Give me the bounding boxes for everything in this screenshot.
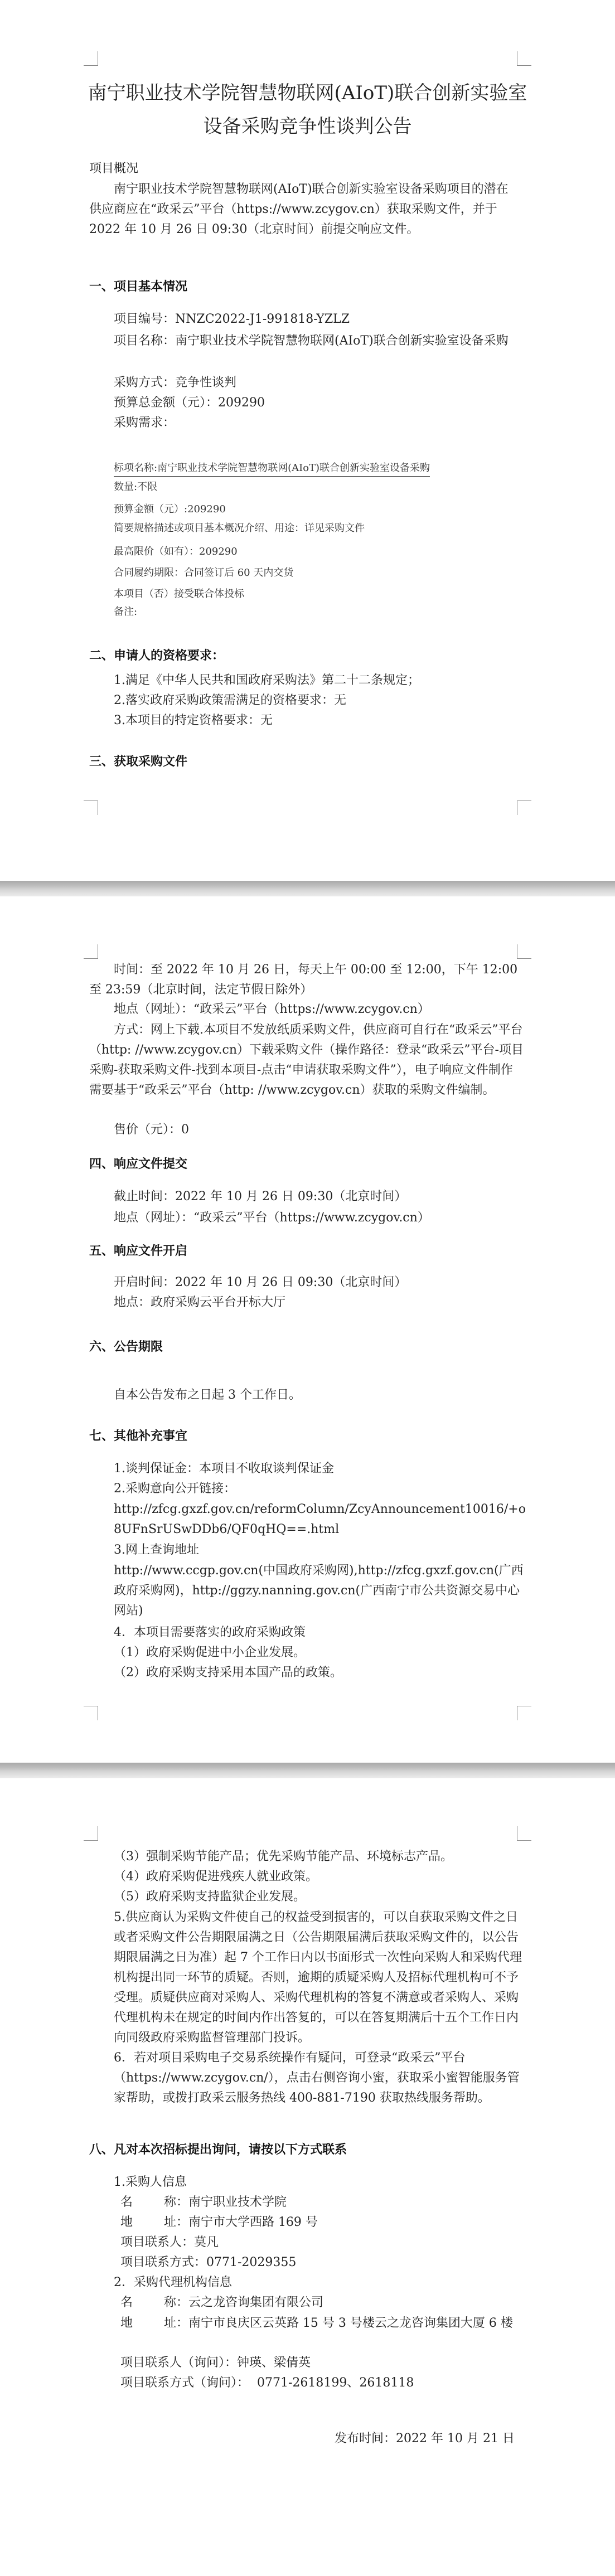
document-page-1 — [0, 0, 615, 881]
page-corner-mark — [517, 1706, 531, 1720]
agency-contact: 项目联系人（询问）：钟瑛、梁倩英 — [120, 2356, 311, 2370]
budget-total: 预算总金额（元）：209290 — [114, 396, 265, 410]
submit-place: 地点（网址）：“政采云”平台（https://www.zcygov.cn） — [114, 1211, 430, 1225]
section-7-heading: 七、其他补充事宜 — [89, 1429, 188, 1443]
procurement-demand-label: 采购需求： — [114, 416, 176, 430]
other-item-3: 3.网上查询地址 — [114, 1543, 199, 1557]
submit-deadline: 截止时间：2022 年 10 月 26 日 09:30（北京时间） — [114, 1190, 407, 1204]
notice-title-line-2: 设备采购竞争性谈判公告 — [203, 115, 412, 138]
agency-phone: 项目联系方式（询问）： 0771-2618199、2618118 — [120, 2376, 414, 2390]
other-item-2: 2.采购意向公开链接： — [114, 1482, 236, 1496]
get-docs-time: 时间：至 2022 年 10 月 26 日，每天上午 00:00 至 12:00，下午 12:00 至 23:59（北京时间，法定节假日除外） — [89, 963, 518, 997]
page-corner-mark — [517, 944, 531, 959]
lot-max-price: 最高限价（如有）：209290 — [114, 546, 238, 557]
section-5-heading: 五、响应文件开启 — [89, 1244, 188, 1258]
document-page-3 — [0, 1778, 615, 2576]
other-item-5-challenge: 5.供应商认为采购文件使自己的权益受到损害的，可以自获取采购文件之日或者采购文件公告期限届满之日（公告期限届满后获取采购文件的，以公告期限届满之日为准）起 7 个工作日内以书面形式一次性向采购人和采购代理机构提出同一环节的质疑。否则，逾期的质疑采购人及招标代理机构可不予受理。质疑供应商对采购人、采购代理机构的答复不满意或者采购人、采购代理机构未在规定的时间内作出答复的，可以在答复期满后十五个工作日内向同级政府采购监督管理部门投诉。 — [114, 1910, 522, 2045]
overview-heading: 项目概况 — [89, 162, 139, 176]
agency-info-heading: 2．采购代理机构信息 — [114, 2276, 232, 2289]
project-name: 项目名称：南宁职业技术学院智慧物联网(AIoT)联合创新实验室设备采购 — [114, 334, 509, 348]
page-corner-mark — [84, 944, 98, 959]
lot-quantity: 数量:不限 — [114, 481, 158, 493]
notice-title-line-1: 南宁职业技术学院智慧物联网(AIoT)联合创新实验室 — [88, 82, 527, 104]
document-page-2 — [0, 896, 615, 1763]
procurement-method: 采购方式：竞争性谈判 — [114, 376, 237, 390]
lot-budget: 预算金额（元）:209290 — [114, 503, 226, 515]
requirement-3: 3.本项目的特定资格要求：无 — [114, 714, 273, 727]
open-place: 地点：政府采购云平台开标大厅 — [114, 1296, 286, 1309]
other-item-1: 1.谈判保证金：本项目不收取谈判保证金 — [114, 1462, 334, 1476]
page-corner-mark — [517, 801, 531, 815]
other-item-4: 4．本项目需要落实的政府采购政策 — [114, 1626, 306, 1639]
requirement-2: 2.落实政府采购政策需满足的资格要求：无 — [114, 693, 346, 707]
notice-period: 自本公告发布之日起 3 个工作日。 — [114, 1388, 301, 1402]
remark-label: 备注: — [114, 606, 138, 618]
page-separator — [0, 881, 615, 896]
section-3-heading: 三、获取采购文件 — [89, 755, 188, 769]
document-price: 售价（元）：0 — [114, 1123, 189, 1137]
policy-item-5: （5）政府采购支持监狱企业发展。 — [114, 1890, 306, 1904]
consortium-note: 本项目（否）接受联合体投标 — [114, 588, 244, 600]
purchaser-info-heading: 1.采购人信息 — [114, 2175, 187, 2189]
get-docs-method: 方式：网上下载.本项目不发放纸质采购文件，供应商可自行在“政采云”平台（http: //www.zcygov.cn）下载采购文件（操作路径：登录“政采云”平台-项目采购-获取采购文件-找到本项目-点击“申请获取采购文件”），电子响应文件制作需要基于“政采云”平台（http: //www.zcygov.cn）获取的采购文件编制。 — [89, 1023, 524, 1097]
query-address-links[interactable]: http://www.ccgp.gov.cn(中国政府采购网),http://zfcg.gxzf.gov.cn(广西政府采购网)，http://ggzy.nanning.gov.cn(广西南宁市公共资源交易中心网站) — [114, 1564, 524, 1618]
section-1-heading: 一、项目基本情况 — [89, 280, 188, 294]
agency-address: 地 址：南宁市良庆区云英路 15 号 3 号楼云之龙咨询集团大厦 6 楼 — [120, 2316, 513, 2330]
publish-date: 发布时间：2022 年 10 月 21 日 — [335, 2432, 515, 2446]
purchaser-contact: 项目联系人：莫凡 — [120, 2235, 219, 2249]
section-6-heading: 六、公告期限 — [89, 1340, 163, 1354]
contract-period: 合同履约期限：合同签订后 60 天内交货 — [114, 567, 294, 579]
page-corner-mark — [517, 51, 531, 66]
project-number: 项目编号：NNZC2022-J1-991818-YZLZ — [114, 312, 350, 326]
page-corner-mark — [84, 1826, 98, 1841]
section-8-heading: 八、凡对本次招标提出询问，请按以下方式联系 — [89, 2143, 347, 2157]
purchaser-name: 名 称：南宁职业技术学院 — [120, 2195, 287, 2209]
lot-name: 标项名称:南宁职业技术学院智慧物联网(AIoT)联合创新实验室设备采购 — [114, 460, 430, 477]
policy-item-1: （1）政府采购促进中小企业发展。 — [114, 1646, 306, 1660]
requirement-1: 1.满足《中华人民共和国政府采购法》第二十二条规定； — [114, 673, 420, 687]
overview-paragraph: 南宁职业技术学院智慧物联网(AIoT)联合创新实验室设备采购项目的潜在供应商应在“政采云”平台（https://www.zcygov.cn）获取采购文件，并于 2022 年 10 月 26 日 09:30（北京时间）前提交响应文件。 — [89, 182, 509, 236]
procurement-intent-link[interactable]: http://zfcg.gxzf.gov.cn/reformColumn/ZcyAnnouncement10016/+o8UFnSrUSwDDb6/QF0qHQ==.html — [114, 1502, 526, 1536]
agency-name: 名 称：云之龙咨询集团有限公司 — [120, 2296, 323, 2310]
page-corner-mark — [84, 801, 98, 815]
get-docs-place: 地点（网址）：“政采云”平台（https://www.zcygov.cn） — [114, 1002, 430, 1016]
page-separator — [0, 1763, 615, 1778]
policy-item-4: （4）政府采购促进残疾人就业政策。 — [114, 1870, 318, 1884]
policy-item-3: （3）强制采购节能产品；优先采购节能产品、环境标志产品。 — [114, 1850, 453, 1864]
open-time: 开启时间：2022 年 10 月 26 日 09:30（北京时间） — [114, 1275, 407, 1289]
purchaser-address: 地 址：南宁市大学西路 169 号 — [120, 2215, 318, 2229]
policy-item-2: （2）政府采购支持采用本国产品的政策。 — [114, 1666, 342, 1680]
page-corner-mark — [517, 1826, 531, 1841]
section-2-heading: 二、申请人的资格要求： — [89, 649, 225, 663]
page-corner-mark — [84, 1706, 98, 1720]
other-item-6-helpdesk: 6．若对项目采购电子交易系统操作有疑问，可登录“政采云”平台（https://www.zcygov.cn/），点击右侧咨询小蜜，获取采小蜜智能服务管家帮助，或拨打政采云服务热线 400-881-7190 获取热线服务帮助。 — [114, 2051, 520, 2105]
purchaser-phone: 项目联系方式：0771-2029355 — [120, 2255, 297, 2269]
lot-spec: 简要规格描述或项目基本概况介绍、用途：详见采购文件 — [114, 522, 365, 534]
page-corner-mark — [84, 51, 98, 66]
section-4-heading: 四、响应文件提交 — [89, 1157, 188, 1171]
